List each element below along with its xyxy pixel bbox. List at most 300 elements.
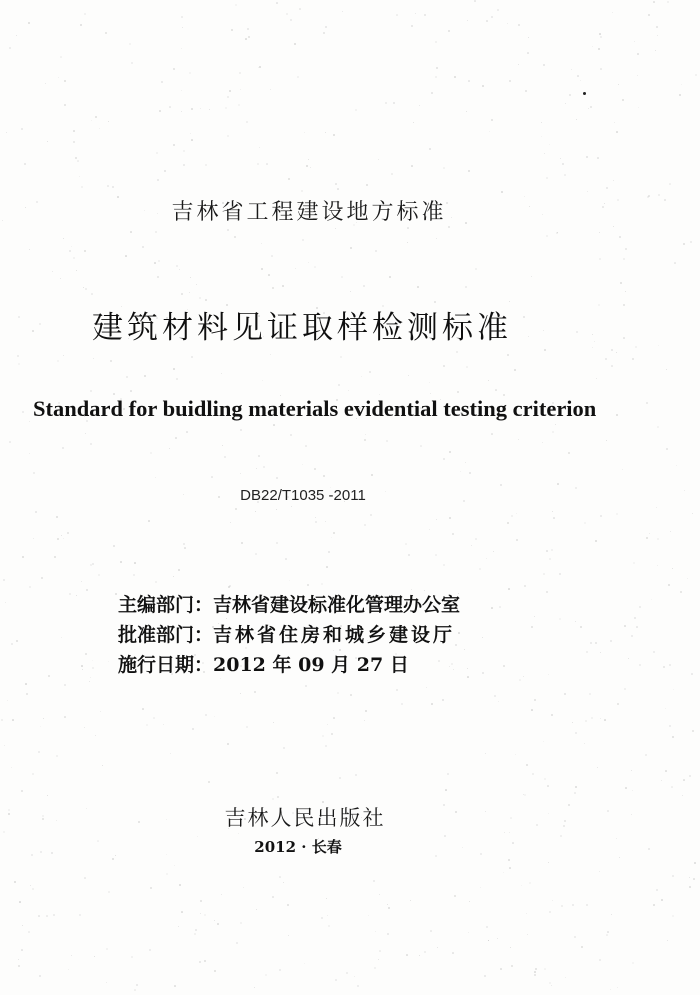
speckle bbox=[282, 285, 284, 287]
speckle bbox=[655, 50, 656, 51]
speckle bbox=[575, 786, 577, 788]
speckle bbox=[456, 351, 458, 353]
speckle bbox=[161, 81, 163, 83]
effective-date-value: 2012 年 09 月 27 日 bbox=[213, 654, 409, 676]
speckle bbox=[279, 969, 281, 971]
speckle bbox=[194, 933, 196, 935]
speckle bbox=[663, 666, 665, 668]
speckle bbox=[181, 293, 183, 295]
speckle bbox=[60, 278, 61, 279]
speckle bbox=[524, 585, 526, 587]
speckle bbox=[261, 243, 262, 244]
speckle bbox=[635, 346, 637, 348]
speckle bbox=[331, 733, 333, 735]
speckle bbox=[323, 475, 325, 477]
speckle bbox=[89, 681, 90, 682]
speckle bbox=[664, 199, 666, 201]
speckle bbox=[507, 23, 508, 24]
speckle bbox=[102, 765, 103, 766]
speckle bbox=[527, 934, 528, 935]
speckle bbox=[181, 16, 183, 18]
speckle bbox=[443, 564, 445, 566]
speckle bbox=[561, 905, 563, 907]
speckle bbox=[417, 286, 419, 288]
speckle bbox=[616, 513, 618, 515]
speckle bbox=[413, 122, 414, 123]
speckle bbox=[18, 316, 20, 318]
speckle bbox=[85, 433, 86, 434]
speckle bbox=[153, 717, 155, 719]
speckle bbox=[184, 547, 186, 549]
speckle bbox=[466, 111, 467, 112]
speckle bbox=[170, 753, 171, 754]
speckle bbox=[467, 20, 468, 21]
speckle bbox=[623, 337, 625, 339]
speckle bbox=[488, 380, 489, 381]
speckle bbox=[16, 640, 18, 642]
speckle bbox=[511, 515, 513, 517]
speckle bbox=[559, 573, 561, 575]
speckle bbox=[639, 664, 641, 666]
speckle bbox=[321, 917, 323, 919]
speckle bbox=[419, 955, 420, 956]
speckle bbox=[468, 932, 469, 933]
speckle bbox=[620, 282, 622, 284]
speckle bbox=[142, 246, 144, 248]
speckle bbox=[246, 121, 248, 123]
speckle bbox=[18, 959, 19, 960]
speckle bbox=[449, 517, 451, 519]
speckle bbox=[598, 304, 600, 306]
speckle bbox=[179, 884, 181, 886]
speckle bbox=[174, 985, 176, 987]
speckle bbox=[364, 720, 365, 721]
speckle bbox=[429, 382, 430, 383]
speckle bbox=[436, 238, 437, 239]
speckle bbox=[509, 832, 510, 833]
speckle bbox=[24, 163, 26, 165]
speckle bbox=[528, 37, 529, 38]
speckle bbox=[21, 790, 23, 792]
speckle bbox=[192, 728, 194, 730]
speckle bbox=[234, 236, 236, 238]
speckle bbox=[437, 947, 438, 948]
speckle bbox=[549, 144, 550, 145]
speckle bbox=[465, 286, 467, 288]
speckle bbox=[658, 194, 660, 196]
speckle bbox=[600, 652, 601, 653]
speckle bbox=[57, 360, 59, 362]
speckle bbox=[256, 909, 257, 910]
speckle bbox=[235, 4, 237, 6]
speckle bbox=[452, 533, 454, 535]
speckle bbox=[339, 777, 341, 779]
speckle bbox=[204, 960, 206, 962]
speckle bbox=[658, 345, 659, 346]
speckle bbox=[221, 894, 222, 895]
speckle bbox=[646, 537, 648, 539]
speckle bbox=[653, 1, 655, 3]
speckle bbox=[576, 119, 577, 120]
speckle bbox=[528, 336, 529, 337]
speckle bbox=[661, 899, 663, 901]
speckle bbox=[544, 153, 545, 154]
speckle bbox=[442, 699, 444, 701]
speckle bbox=[419, 105, 420, 106]
speckle bbox=[648, 848, 650, 850]
speckle bbox=[623, 304, 625, 306]
speckle bbox=[279, 876, 281, 878]
speckle bbox=[595, 642, 597, 644]
speckle bbox=[308, 159, 309, 160]
speckle bbox=[240, 89, 241, 90]
speckle bbox=[474, 0, 476, 2]
speckle bbox=[625, 248, 627, 250]
speckle bbox=[239, 72, 241, 74]
speckle bbox=[100, 711, 101, 712]
speckle bbox=[337, 692, 339, 694]
speckle bbox=[692, 730, 694, 732]
speckle bbox=[186, 431, 188, 433]
speckle bbox=[600, 718, 601, 719]
speckle bbox=[238, 104, 240, 106]
speckle bbox=[549, 558, 551, 560]
speckle bbox=[91, 120, 92, 121]
speckle bbox=[514, 369, 516, 371]
speckle bbox=[236, 942, 238, 944]
speckle bbox=[1, 719, 3, 721]
speckle bbox=[656, 889, 658, 891]
speckle bbox=[575, 621, 576, 622]
speckle bbox=[543, 64, 545, 66]
speckle bbox=[379, 950, 381, 952]
speckle bbox=[174, 865, 175, 866]
speckle bbox=[375, 931, 376, 932]
speckle bbox=[81, 665, 83, 667]
speckle bbox=[173, 368, 175, 370]
speckle bbox=[597, 157, 599, 159]
speckle bbox=[4, 745, 5, 746]
speckle bbox=[16, 35, 17, 36]
speckle bbox=[378, 159, 379, 160]
speckle bbox=[436, 67, 438, 69]
speckle bbox=[494, 695, 496, 697]
speckle bbox=[189, 292, 190, 293]
speckle bbox=[342, 11, 343, 12]
speckle bbox=[115, 593, 117, 595]
speckle bbox=[255, 511, 256, 512]
speckle bbox=[235, 508, 237, 510]
speckle bbox=[214, 716, 215, 717]
speckle bbox=[321, 583, 323, 585]
speckle bbox=[183, 164, 185, 166]
speckle bbox=[56, 755, 58, 757]
speckle bbox=[181, 911, 183, 913]
speckle bbox=[600, 36, 602, 38]
speckle bbox=[314, 266, 316, 268]
speckle bbox=[11, 643, 13, 645]
speckle bbox=[288, 178, 290, 180]
speckle bbox=[365, 434, 366, 435]
speckle bbox=[173, 144, 175, 146]
speckle bbox=[480, 887, 481, 888]
speckle bbox=[365, 710, 367, 712]
speckle bbox=[594, 341, 595, 342]
speckle bbox=[546, 177, 548, 179]
speckle bbox=[368, 915, 369, 916]
speckle bbox=[592, 347, 593, 348]
speckle bbox=[199, 961, 201, 963]
speckle bbox=[286, 13, 288, 15]
speckle bbox=[673, 689, 674, 690]
speckle bbox=[157, 276, 159, 278]
speckle bbox=[67, 532, 69, 534]
speckle bbox=[337, 188, 339, 190]
speckle bbox=[276, 772, 278, 774]
speckle bbox=[624, 688, 626, 690]
speckle bbox=[669, 725, 671, 727]
speckle bbox=[354, 976, 355, 977]
speckle bbox=[273, 722, 274, 723]
speckle bbox=[569, 94, 571, 96]
speckle bbox=[689, 886, 691, 888]
speckle bbox=[525, 90, 527, 92]
speckle bbox=[126, 376, 128, 378]
speckle bbox=[430, 393, 431, 394]
speckle bbox=[552, 900, 553, 901]
speckle bbox=[531, 709, 533, 711]
speckle bbox=[625, 787, 627, 789]
speckle bbox=[25, 683, 27, 685]
speckle bbox=[227, 96, 229, 98]
speckle bbox=[634, 41, 635, 42]
speckle bbox=[94, 956, 95, 957]
speckle bbox=[61, 535, 62, 536]
speckle bbox=[503, 872, 504, 873]
speckle bbox=[379, 894, 380, 895]
speckle bbox=[600, 68, 602, 70]
speckle bbox=[340, 356, 342, 358]
speckle bbox=[624, 625, 626, 627]
speckle bbox=[521, 885, 522, 886]
speckle bbox=[21, 949, 23, 951]
speckle bbox=[564, 693, 566, 695]
speckle bbox=[436, 519, 437, 520]
speckle bbox=[60, 56, 62, 58]
speckle bbox=[64, 80, 66, 82]
speckle bbox=[571, 69, 572, 70]
speckle bbox=[190, 277, 191, 278]
speckle bbox=[40, 726, 41, 727]
speckle bbox=[584, 743, 585, 744]
speckle bbox=[325, 745, 327, 747]
speckle bbox=[142, 708, 144, 710]
speckle bbox=[231, 29, 233, 31]
speckle bbox=[592, 334, 593, 335]
speckle bbox=[431, 703, 433, 705]
speckle bbox=[689, 877, 690, 878]
speckle bbox=[95, 735, 96, 736]
speckle bbox=[466, 366, 468, 368]
speckle bbox=[529, 882, 531, 884]
speckle bbox=[290, 19, 292, 21]
speckle bbox=[327, 724, 328, 725]
speckle bbox=[592, 46, 593, 47]
speckle bbox=[683, 243, 685, 245]
speckle bbox=[694, 862, 696, 864]
speckle bbox=[56, 516, 58, 518]
speckle bbox=[214, 920, 215, 921]
speckle bbox=[548, 674, 549, 675]
speckle bbox=[283, 747, 285, 749]
speckle bbox=[307, 584, 309, 586]
speckle bbox=[350, 247, 352, 249]
speckle bbox=[315, 521, 317, 523]
speckle bbox=[689, 775, 691, 777]
speckle bbox=[191, 356, 193, 358]
speckle bbox=[401, 703, 403, 705]
speckle bbox=[572, 904, 574, 906]
speckle bbox=[39, 975, 41, 977]
speckle bbox=[619, 857, 620, 858]
speckle bbox=[420, 445, 422, 447]
speckle bbox=[531, 626, 533, 628]
speckle bbox=[527, 52, 529, 54]
speckle bbox=[243, 887, 244, 888]
speckle bbox=[636, 626, 638, 628]
speckle bbox=[468, 170, 470, 172]
speckle bbox=[120, 561, 122, 563]
speckle bbox=[38, 751, 40, 753]
speckle bbox=[541, 122, 542, 123]
speckle bbox=[92, 563, 94, 565]
speckle bbox=[669, 664, 671, 666]
speckle bbox=[544, 968, 546, 970]
effective-date-label: 施行日期： bbox=[118, 654, 214, 676]
speckle bbox=[18, 965, 20, 967]
speckle bbox=[350, 291, 351, 292]
speckle bbox=[452, 952, 454, 954]
speckle bbox=[637, 75, 638, 76]
speckle bbox=[509, 867, 511, 869]
speckle bbox=[179, 269, 180, 270]
speckle bbox=[606, 440, 607, 441]
speckle bbox=[228, 586, 230, 588]
speckle bbox=[205, 714, 207, 716]
speckle bbox=[631, 814, 632, 815]
speckle bbox=[493, 551, 494, 552]
speckle bbox=[378, 959, 379, 960]
speckle bbox=[605, 358, 607, 360]
speckle bbox=[587, 191, 588, 192]
speckle bbox=[276, 2, 278, 4]
speckle bbox=[396, 689, 398, 691]
speckle bbox=[341, 276, 343, 278]
speckle bbox=[32, 888, 34, 890]
speckle bbox=[155, 477, 156, 478]
speckle bbox=[294, 43, 296, 45]
speckle bbox=[176, 265, 178, 267]
speckle bbox=[551, 714, 553, 716]
speckle bbox=[690, 241, 692, 243]
speckle bbox=[148, 520, 150, 522]
speckle bbox=[590, 106, 592, 108]
speckle bbox=[467, 668, 468, 669]
speckle bbox=[287, 904, 289, 906]
speckle bbox=[272, 896, 274, 898]
speckle bbox=[681, 84, 682, 85]
speckle bbox=[299, 8, 301, 10]
speckle bbox=[366, 184, 368, 186]
speckle bbox=[285, 558, 287, 560]
speckle bbox=[265, 974, 267, 976]
speckle bbox=[81, 186, 83, 188]
speckle bbox=[676, 465, 677, 466]
speckle bbox=[684, 490, 685, 491]
speckle bbox=[64, 684, 66, 686]
speckle bbox=[134, 562, 136, 564]
speckle bbox=[482, 637, 483, 638]
speckle bbox=[150, 887, 152, 889]
speckle bbox=[616, 352, 617, 353]
speckle bbox=[687, 578, 688, 579]
speckle bbox=[256, 468, 257, 469]
speckle bbox=[656, 507, 657, 508]
speckle bbox=[617, 987, 618, 988]
speckle bbox=[411, 165, 413, 167]
speckle bbox=[532, 773, 534, 775]
speckle bbox=[266, 163, 268, 165]
speckle bbox=[657, 565, 658, 566]
speckle bbox=[240, 693, 241, 694]
speckle bbox=[258, 455, 260, 457]
speckle bbox=[454, 76, 456, 78]
speckle bbox=[691, 673, 693, 675]
speckle bbox=[355, 774, 357, 776]
speckle bbox=[491, 119, 493, 121]
speckle bbox=[672, 875, 674, 877]
speckle bbox=[552, 511, 553, 512]
speckle bbox=[638, 107, 639, 108]
speckle bbox=[95, 116, 97, 118]
speckle bbox=[516, 513, 517, 514]
speckle bbox=[335, 183, 337, 185]
speckle bbox=[491, 607, 493, 609]
speckle bbox=[259, 66, 261, 68]
speckle bbox=[305, 685, 307, 687]
speckle bbox=[43, 718, 44, 719]
speckle bbox=[173, 576, 174, 577]
speckle bbox=[163, 724, 164, 725]
speckle bbox=[371, 474, 373, 476]
speckle bbox=[544, 778, 546, 780]
speckle bbox=[661, 780, 662, 781]
speckle bbox=[625, 291, 626, 292]
speckle bbox=[79, 914, 81, 916]
speckle bbox=[183, 543, 185, 545]
speckle bbox=[488, 940, 489, 941]
speckle bbox=[305, 445, 307, 447]
speckle bbox=[272, 287, 274, 289]
speckle bbox=[327, 915, 328, 916]
speckle bbox=[306, 165, 308, 167]
speckle bbox=[448, 30, 450, 32]
speckle bbox=[585, 720, 587, 722]
speckle bbox=[498, 701, 499, 702]
speckle bbox=[136, 984, 138, 986]
speckle bbox=[679, 94, 681, 96]
speckle bbox=[322, 735, 324, 737]
